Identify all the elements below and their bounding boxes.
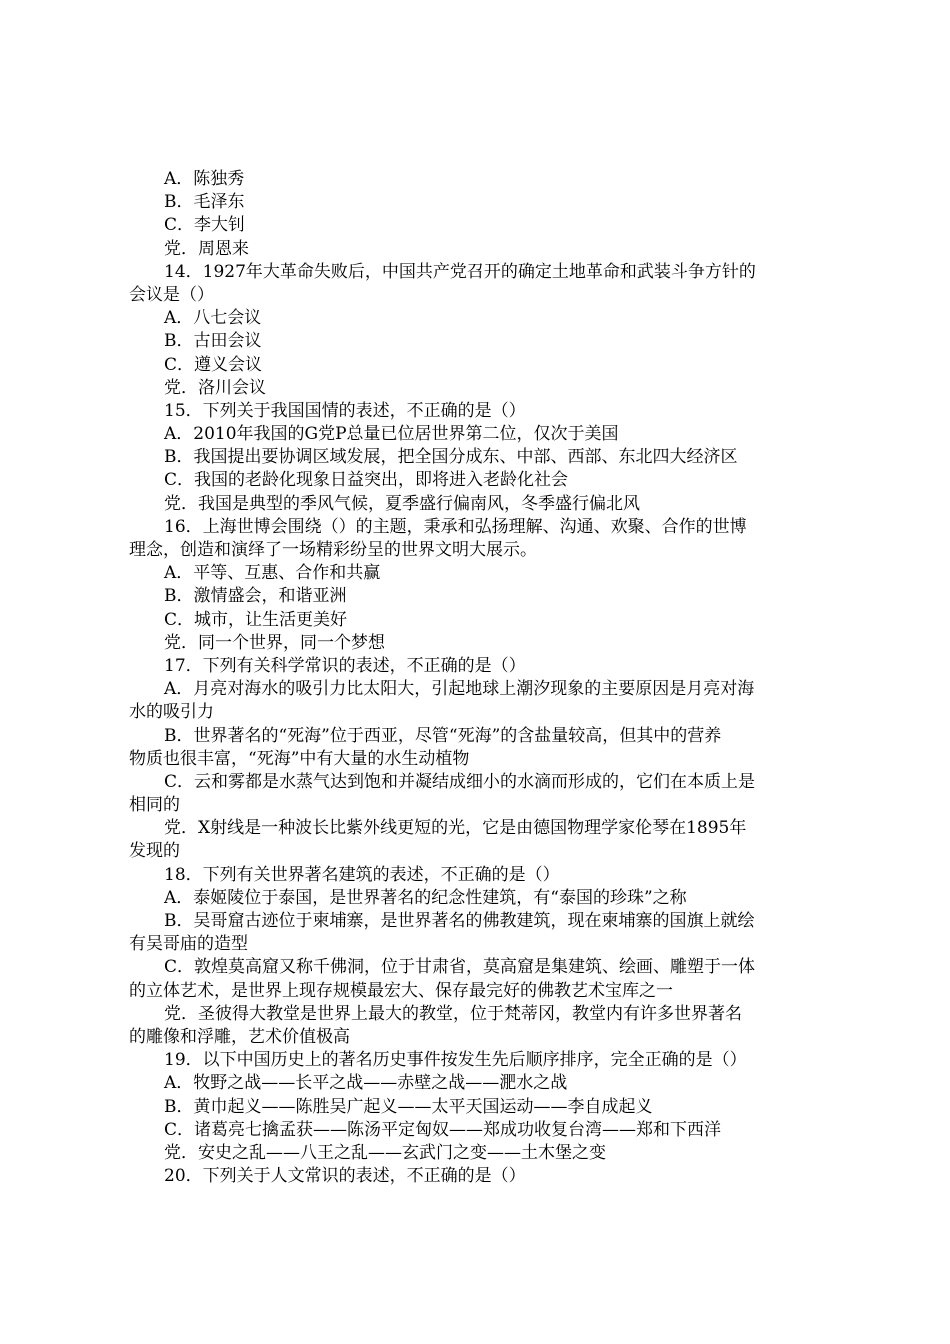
text-line: B．古田会议 bbox=[164, 331, 262, 352]
text-line: A．平等、互惠、合作和共赢 bbox=[164, 563, 381, 584]
text-line: 党．安史之乱——八王之乱——玄武门之变——土木堡之变 bbox=[164, 1142, 606, 1163]
text-line: 16．上海世博会围绕（）的主题，秉承和弘扬理解、沟通、欢聚、合作的世博 bbox=[164, 516, 747, 537]
text-line: 党．X射线是一种波长比紫外线更短的光，它是由德国物理学家伦琴在1895年 bbox=[164, 818, 747, 839]
text-line: 党．同一个世界，同一个梦想 bbox=[164, 632, 385, 653]
text-line: A．牧野之战——长平之战——赤壁之战——淝水之战 bbox=[164, 1073, 568, 1094]
text-line: B．激情盛会，和谐亚洲 bbox=[164, 586, 347, 607]
text-line: 党．洛川会议 bbox=[164, 377, 266, 398]
text-line: C．城市，让生活更美好 bbox=[164, 609, 348, 630]
text-line: 15．下列关于我国国情的表述，不正确的是（） bbox=[164, 400, 526, 421]
text-line: A．泰姬陵位于泰国，是世界著名的纪念性建筑，有“泰国的珍珠”之称 bbox=[164, 887, 687, 908]
text-line: 20．下列关于人文常识的表述，不正确的是（） bbox=[164, 1166, 526, 1187]
text-line: 会议是（） bbox=[129, 284, 214, 305]
text-line: 的立体艺术，是世界上现存规模最宏大、保存最完好的佛教艺术宝库之一 bbox=[129, 980, 673, 1001]
text-line: 17．下列有关科学常识的表述，不正确的是（） bbox=[164, 655, 526, 676]
text-line: 党．我国是典型的季风气候，夏季盛行偏南风，冬季盛行偏北风 bbox=[164, 493, 640, 514]
text-line: 水的吸引力 bbox=[129, 702, 214, 723]
text-line: B．吴哥窟古迹位于柬埔寨，是世界著名的佛教建筑，现在柬埔寨的国旗上就绘 bbox=[164, 911, 755, 931]
text-line: 党．圣彼得大教堂是世界上最大的教堂，位于梵蒂冈，教堂内有许多世界著名 bbox=[164, 1003, 742, 1024]
text-line: 有吴哥庙的造型 bbox=[129, 934, 248, 955]
text-line: 物质也很丰富，“死海”中有大量的水生动植物 bbox=[129, 748, 470, 769]
document-body bbox=[129, 168, 835, 1188]
text-line: B．世界著名的“死海”位于西亚，尽管“死海”的含盐量较高，但其中的营养 bbox=[164, 725, 722, 746]
text-line: 理念，创造和演绎了一场精彩纷呈的世界文明大展示。 bbox=[129, 540, 537, 560]
text-line: C．我国的老龄化现象日益突出，即将进入老龄化社会 bbox=[164, 470, 569, 491]
text-line: C．遵义会议 bbox=[164, 354, 263, 375]
text-line: 的雕像和浮雕，艺术价值极高 bbox=[129, 1026, 350, 1047]
text-line: A．月亮对海水的吸引力比太阳大，引起地球上潮汐现象的主要原因是月亮对海 bbox=[164, 679, 755, 700]
text-line: B．黄巾起义——陈胜吴广起义——太平天国运动——李自成起义 bbox=[164, 1096, 653, 1117]
text-line: B．毛泽东 bbox=[164, 192, 245, 213]
text-line: A．陈独秀 bbox=[164, 169, 245, 189]
text-line: 相同的 bbox=[129, 795, 180, 816]
text-line: 19．以下中国历史上的著名历史事件按发生先后顺序排序，完全正确的是（） bbox=[164, 1050, 747, 1071]
text-line: A．2010年我国的G党P总量已位居世界第二位，仅次于美国 bbox=[164, 424, 619, 445]
text-line: 18．下列有关世界著名建筑的表述，不正确的是（） bbox=[164, 864, 560, 885]
text-line: B．我国提出要协调区域发展，把全国分成东、中部、西部、东北四大经济区 bbox=[164, 447, 738, 468]
text-line: A．八七会议 bbox=[164, 308, 262, 329]
text-line: C．敦煌莫高窟又称千佛洞，位于甘肃省，莫高窟是集建筑、绘画、雕塑于一体 bbox=[164, 957, 756, 978]
text-line: C．云和雾都是水蒸气达到饱和并凝结成细小的水滴而形成的，它们在本质上是 bbox=[164, 771, 756, 792]
text-line: 党．周恩来 bbox=[164, 238, 249, 259]
text-line: C．李大钊 bbox=[164, 215, 246, 236]
text-line: 14．1927年大革命失败后，中国共产党召开的确定土地革命和武装斗争方针的 bbox=[164, 261, 756, 282]
text-line: C．诸葛亮七擒孟获——陈汤平定匈奴——郑成功收复台湾——郑和下西洋 bbox=[164, 1119, 722, 1140]
text-line: 发现的 bbox=[129, 841, 180, 862]
